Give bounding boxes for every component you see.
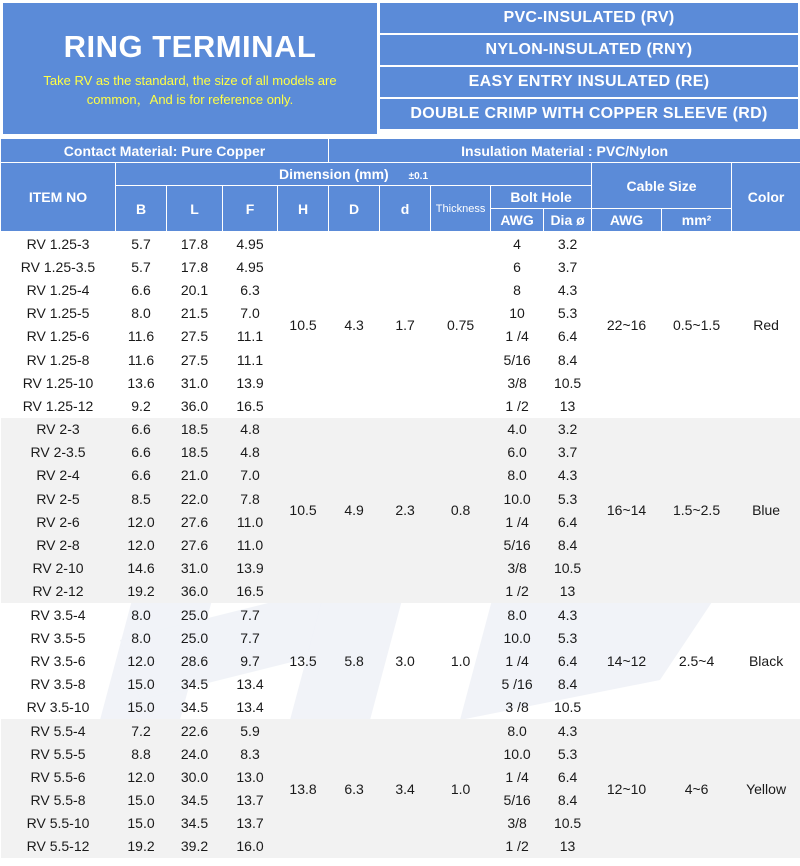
cell-item: RV 5.5-12: [1, 835, 116, 858]
contact-material: Contact Material: Pure Copper: [1, 139, 329, 163]
cell-bolt-dia: 5.3: [544, 742, 592, 765]
cell-d: 3.0: [395, 652, 415, 669]
cell-l: 34.5: [180, 676, 209, 693]
col-dimension: [116, 163, 592, 186]
col-d-lower: d: [380, 186, 431, 232]
cell-bolt-awg: 4.0: [491, 418, 544, 441]
cell-bolt-awg: 1 /4: [491, 765, 544, 788]
cell-l: 18.5: [167, 441, 223, 464]
cell-bolt-awg: 5/16: [503, 351, 531, 368]
cell-bolt-awg: 8.0: [491, 464, 544, 487]
cell-f: 4.8: [223, 441, 278, 464]
cell-bolt-awg: 5 /16: [501, 676, 533, 693]
cell-thickness: 0.75: [446, 316, 475, 333]
cell-b: 19.2: [116, 580, 167, 603]
cell-b: 11.6: [127, 328, 155, 345]
cell-l: 27.6: [167, 510, 223, 533]
cell-bolt-awg: 5/16: [491, 789, 544, 812]
cell-l: 22.6: [167, 719, 223, 742]
col-cable-size: Cable Size: [592, 163, 732, 209]
insulation-types: [380, 3, 798, 131]
cell-color: Yellow: [732, 719, 800, 858]
cell-f: 11.0: [223, 533, 278, 556]
cell-mm2: 0.5~1.5: [673, 316, 721, 333]
cell-f: 4.8: [223, 418, 278, 441]
cell-b: 12.0: [116, 510, 167, 533]
cell-f: 7.0: [223, 464, 278, 487]
cell-cable-awg: 14~12: [606, 652, 647, 669]
cell-bolt-awg: 3/8: [491, 812, 544, 835]
cell-bolt-dia: 10.5: [544, 557, 592, 580]
cell-bolt-dia: 13: [559, 397, 576, 414]
subtitle-line: common，And is for reference only.: [86, 91, 294, 107]
cell-d: 1.7: [395, 316, 415, 333]
cell-l: 21.5: [180, 305, 209, 322]
cell-item: RV 2-4: [1, 464, 116, 487]
cell-bolt-dia: 8.4: [544, 533, 592, 556]
cell-bolt-dia: 10.5: [553, 374, 582, 391]
cell-bolt-awg: 1 /2: [491, 835, 544, 858]
cell-l: 34.5: [167, 789, 223, 812]
col-l: L: [167, 186, 223, 232]
subtitle: [43, 71, 336, 109]
cell-h: 10.5: [289, 316, 317, 333]
cell-bolt-awg: 3 /8: [505, 699, 529, 716]
tolerance-label: ±0.1: [408, 171, 429, 182]
cell-item: RV 5.5-5: [1, 742, 116, 765]
cell-color: Blue: [732, 418, 800, 604]
cell-item: RV 3.5-4: [30, 606, 86, 623]
col-thickness: Thickness: [431, 186, 491, 232]
cell-b: 8.5: [116, 487, 167, 510]
cell-l: 27.5: [180, 328, 209, 345]
cell-bolt-dia: 4.3: [557, 606, 578, 623]
cell-bolt-dia: 8.4: [557, 351, 578, 368]
cell-item: RV 2-3.5: [1, 441, 116, 464]
cell-f: 9.7: [240, 652, 260, 669]
cell-item: RV 1.25-5: [26, 305, 90, 322]
cell-bolt-dia: 8.4: [544, 789, 592, 812]
cell-cable-awg: 16~14: [592, 418, 662, 604]
cell-b: 15.0: [127, 676, 155, 693]
cell-l: 21.0: [167, 464, 223, 487]
col-mm2: mm²: [662, 209, 732, 232]
cell-f: 16.0: [223, 835, 278, 858]
cell-f: 7.7: [240, 629, 260, 646]
cell-l: 31.0: [167, 557, 223, 580]
cell-b: 15.0: [116, 789, 167, 812]
cell-bolt-awg: 3/8: [507, 374, 527, 391]
cell-b: 7.2: [116, 719, 167, 742]
cell-f: 11.0: [223, 510, 278, 533]
cell-l: 27.6: [167, 533, 223, 556]
cell-f: 7.0: [240, 305, 260, 322]
cell-b: 9.2: [131, 397, 151, 414]
cell-bolt-dia: 3.7: [557, 258, 578, 275]
cell-f: 13.4: [236, 676, 264, 693]
cell-b: 8.0: [131, 305, 151, 322]
cell-f: 16.5: [223, 580, 278, 603]
cell-f: 11.1: [236, 351, 264, 368]
cell-d: 4.9: [329, 418, 380, 604]
cell-b: 5.7: [131, 235, 151, 252]
cell-bolt-awg: 4: [513, 235, 521, 252]
cell-l: 17.8: [180, 258, 209, 275]
cell-item: RV 2-8: [1, 533, 116, 556]
cell-bolt-awg: 10.0: [503, 629, 531, 646]
col-color: Color: [732, 163, 800, 232]
cell-f: 6.3: [240, 281, 260, 298]
cell-b: 6.6: [116, 464, 167, 487]
cell-l: 22.0: [167, 487, 223, 510]
table-row: [1, 719, 800, 742]
col-cable-awg: AWG: [592, 209, 662, 232]
cell-thickness: 1.0: [450, 652, 471, 669]
col-b: B: [116, 186, 167, 232]
cell-item: RV 1.25-8: [26, 351, 90, 368]
cell-l: 28.6: [180, 652, 209, 669]
page-title: RING TERMINAL: [63, 28, 317, 64]
col-f: F: [223, 186, 278, 232]
header: [0, 0, 800, 136]
cell-item: RV 2-12: [1, 580, 116, 603]
cell-b: 15.0: [116, 812, 167, 835]
dimension-label: Dimension (mm): [279, 166, 389, 182]
cell-f: 13.9: [223, 557, 278, 580]
cell-l: 17.8: [180, 235, 209, 252]
cell-l: 34.5: [180, 699, 209, 716]
cell-color: Red: [753, 316, 779, 333]
cell-f: 7.7: [240, 606, 260, 623]
cell-l: 20.1: [180, 281, 209, 298]
cell-bolt-dia: 13: [544, 835, 592, 858]
cell-b: 6.6: [116, 418, 167, 441]
cell-b: 19.2: [116, 835, 167, 858]
cell-bolt-awg: 1 /4: [505, 328, 529, 345]
cell-item: RV 2-10: [1, 557, 116, 580]
cell-item: RV 1.25-6: [26, 328, 90, 345]
cell-thickness: 1.0: [431, 719, 491, 858]
cell-bolt-dia: 3.2: [557, 235, 578, 252]
cell-item: RV 2-5: [1, 487, 116, 510]
cell-f: 4.95: [236, 258, 264, 275]
cell-bolt-awg: 10.0: [491, 487, 544, 510]
cell-bolt-dia: 4.3: [557, 281, 578, 298]
cell-bolt-awg: 10.0: [491, 742, 544, 765]
cell-bolt-dia: 3.7: [544, 441, 592, 464]
cell-l: 36.0: [180, 397, 209, 414]
title-box: [3, 3, 377, 134]
cell-item: RV 5.5-8: [1, 789, 116, 812]
cell-b: 6.6: [131, 281, 151, 298]
cell-l: 24.0: [167, 742, 223, 765]
cell-f: 13.7: [223, 812, 278, 835]
cell-d: 6.3: [329, 719, 380, 858]
cell-bolt-awg: 10: [509, 305, 525, 322]
cell-bolt-dia: 13: [544, 580, 592, 603]
cell-bolt-dia: 4.3: [544, 719, 592, 742]
type-rd: DOUBLE CRIMP WITH COPPER SLEEVE (RD): [380, 99, 798, 129]
cell-mm2: 2.5~4: [678, 652, 715, 669]
cell-item: RV 1.25-3: [26, 235, 90, 252]
cell-f: 16.5: [236, 397, 264, 414]
col-d-upper: D: [329, 186, 380, 232]
col-bolt-awg: AWG: [491, 209, 544, 232]
cell-f: 7.8: [223, 487, 278, 510]
cell-b: 8.0: [131, 629, 151, 646]
cell-f: 11.1: [236, 328, 264, 345]
cell-h: 13.5: [289, 652, 317, 669]
cell-item: RV 1.25-4: [26, 281, 90, 298]
type-rny: NYLON-INSULATED (RNY): [380, 35, 798, 65]
cell-bolt-awg: 5/16: [491, 533, 544, 556]
cell-bolt-awg: 1 /4: [491, 510, 544, 533]
cell-item: RV 3.5-5: [30, 629, 86, 646]
cell-bolt-dia: 6.4: [544, 510, 592, 533]
cell-bolt-awg: 1 /4: [505, 652, 529, 669]
spec-body: [1, 232, 800, 859]
cell-b: 6.6: [116, 441, 167, 464]
cell-item: RV 3.5-10: [26, 699, 90, 716]
type-rv: PVC-INSULATED (RV): [380, 3, 798, 33]
cell-bolt-dia: 10.5: [553, 699, 582, 716]
cell-b: 12.0: [127, 652, 155, 669]
cell-b: 8.8: [116, 742, 167, 765]
cell-l: 31.0: [180, 374, 209, 391]
cell-color: Black: [748, 652, 784, 669]
cell-bolt-dia: 5.3: [544, 487, 592, 510]
cell-item: RV 1.25-12: [22, 397, 94, 414]
col-dia: Dia ø: [544, 209, 592, 232]
cell-item: RV 2-6: [1, 510, 116, 533]
cell-b: 11.6: [127, 351, 155, 368]
cell-d: 5.8: [344, 652, 364, 669]
cell-bolt-dia: 5.3: [557, 305, 578, 322]
cell-l: 18.5: [167, 418, 223, 441]
cell-item: RV 2-3: [1, 418, 116, 441]
subtitle-line: Take RV as the standard, the size of all models are: [43, 72, 337, 88]
cell-b: 12.0: [116, 765, 167, 788]
cell-f: 4.95: [236, 235, 264, 252]
cell-item: RV 5.5-10: [1, 812, 116, 835]
cell-bolt-dia: 6.4: [557, 652, 578, 669]
cell-f: 13.4: [236, 699, 264, 716]
insulation-material: Insulation Material : PVC/Nylon: [329, 139, 800, 163]
cell-thickness: 0.8: [431, 418, 491, 604]
cell-cable-awg: 12~10: [592, 719, 662, 858]
cell-item: RV 1.25-3.5: [20, 258, 96, 275]
cell-b: 13.6: [127, 374, 155, 391]
cell-bolt-awg: 6.0: [491, 441, 544, 464]
cell-mm2: 4~6: [662, 719, 732, 858]
table-row: [1, 232, 800, 256]
cell-d: 2.3: [380, 418, 431, 604]
cell-b: 14.6: [116, 557, 167, 580]
cell-bolt-dia: 5.3: [557, 629, 578, 646]
cell-f: 13.7: [223, 789, 278, 812]
col-h: H: [278, 186, 329, 232]
cell-bolt-dia: 6.4: [557, 328, 578, 345]
cell-item: RV 3.5-8: [30, 676, 86, 693]
table-row: [1, 603, 800, 626]
cell-bolt-dia: 10.5: [544, 812, 592, 835]
cell-f: 13.0: [223, 765, 278, 788]
cell-l: 25.0: [180, 629, 209, 646]
cell-bolt-awg: 8.0: [491, 719, 544, 742]
cell-bolt-awg: 1 /2: [491, 580, 544, 603]
type-re: EASY ENTRY INSULATED (RE): [380, 67, 798, 97]
cell-h: 13.8: [278, 719, 329, 858]
cell-l: 27.5: [180, 351, 209, 368]
cell-bolt-dia: 3.2: [544, 418, 592, 441]
cell-item: RV 1.25-10: [22, 374, 94, 391]
cell-l: 36.0: [167, 580, 223, 603]
cell-bolt-dia: 4.3: [544, 464, 592, 487]
cell-cable-awg: 22~16: [606, 316, 647, 333]
cell-b: 15.0: [127, 699, 155, 716]
cell-l: 30.0: [167, 765, 223, 788]
cell-bolt-dia: 8.4: [557, 676, 578, 693]
cell-bolt-awg: 3/8: [491, 557, 544, 580]
cell-item: RV 5.5-6: [1, 765, 116, 788]
cell-mm2: 1.5~2.5: [662, 418, 732, 604]
cell-d: 4.3: [344, 316, 364, 333]
cell-bolt-awg: 6: [513, 258, 521, 275]
col-item-no: ITEM NO: [1, 163, 116, 232]
cell-l: 25.0: [180, 606, 209, 623]
cell-bolt-awg: 8.0: [507, 606, 527, 623]
cell-b: 5.7: [131, 258, 151, 275]
cell-f: 5.9: [223, 719, 278, 742]
table-row: [1, 418, 800, 441]
cell-bolt-awg: 1 /2: [505, 397, 529, 414]
cell-b: 8.0: [131, 606, 151, 623]
cell-bolt-awg: 8: [513, 281, 521, 298]
cell-h: 10.5: [278, 418, 329, 604]
cell-f: 8.3: [223, 742, 278, 765]
spec-table: [0, 138, 800, 858]
cell-item: RV 5.5-4: [1, 719, 116, 742]
cell-l: 34.5: [167, 812, 223, 835]
col-bolt-hole: Bolt Hole: [491, 186, 592, 209]
cell-l: 39.2: [167, 835, 223, 858]
cell-b: 12.0: [116, 533, 167, 556]
cell-d: 3.4: [380, 719, 431, 858]
cell-f: 13.9: [236, 374, 264, 391]
cell-item: RV 3.5-6: [30, 652, 86, 669]
cell-bolt-dia: 6.4: [544, 765, 592, 788]
